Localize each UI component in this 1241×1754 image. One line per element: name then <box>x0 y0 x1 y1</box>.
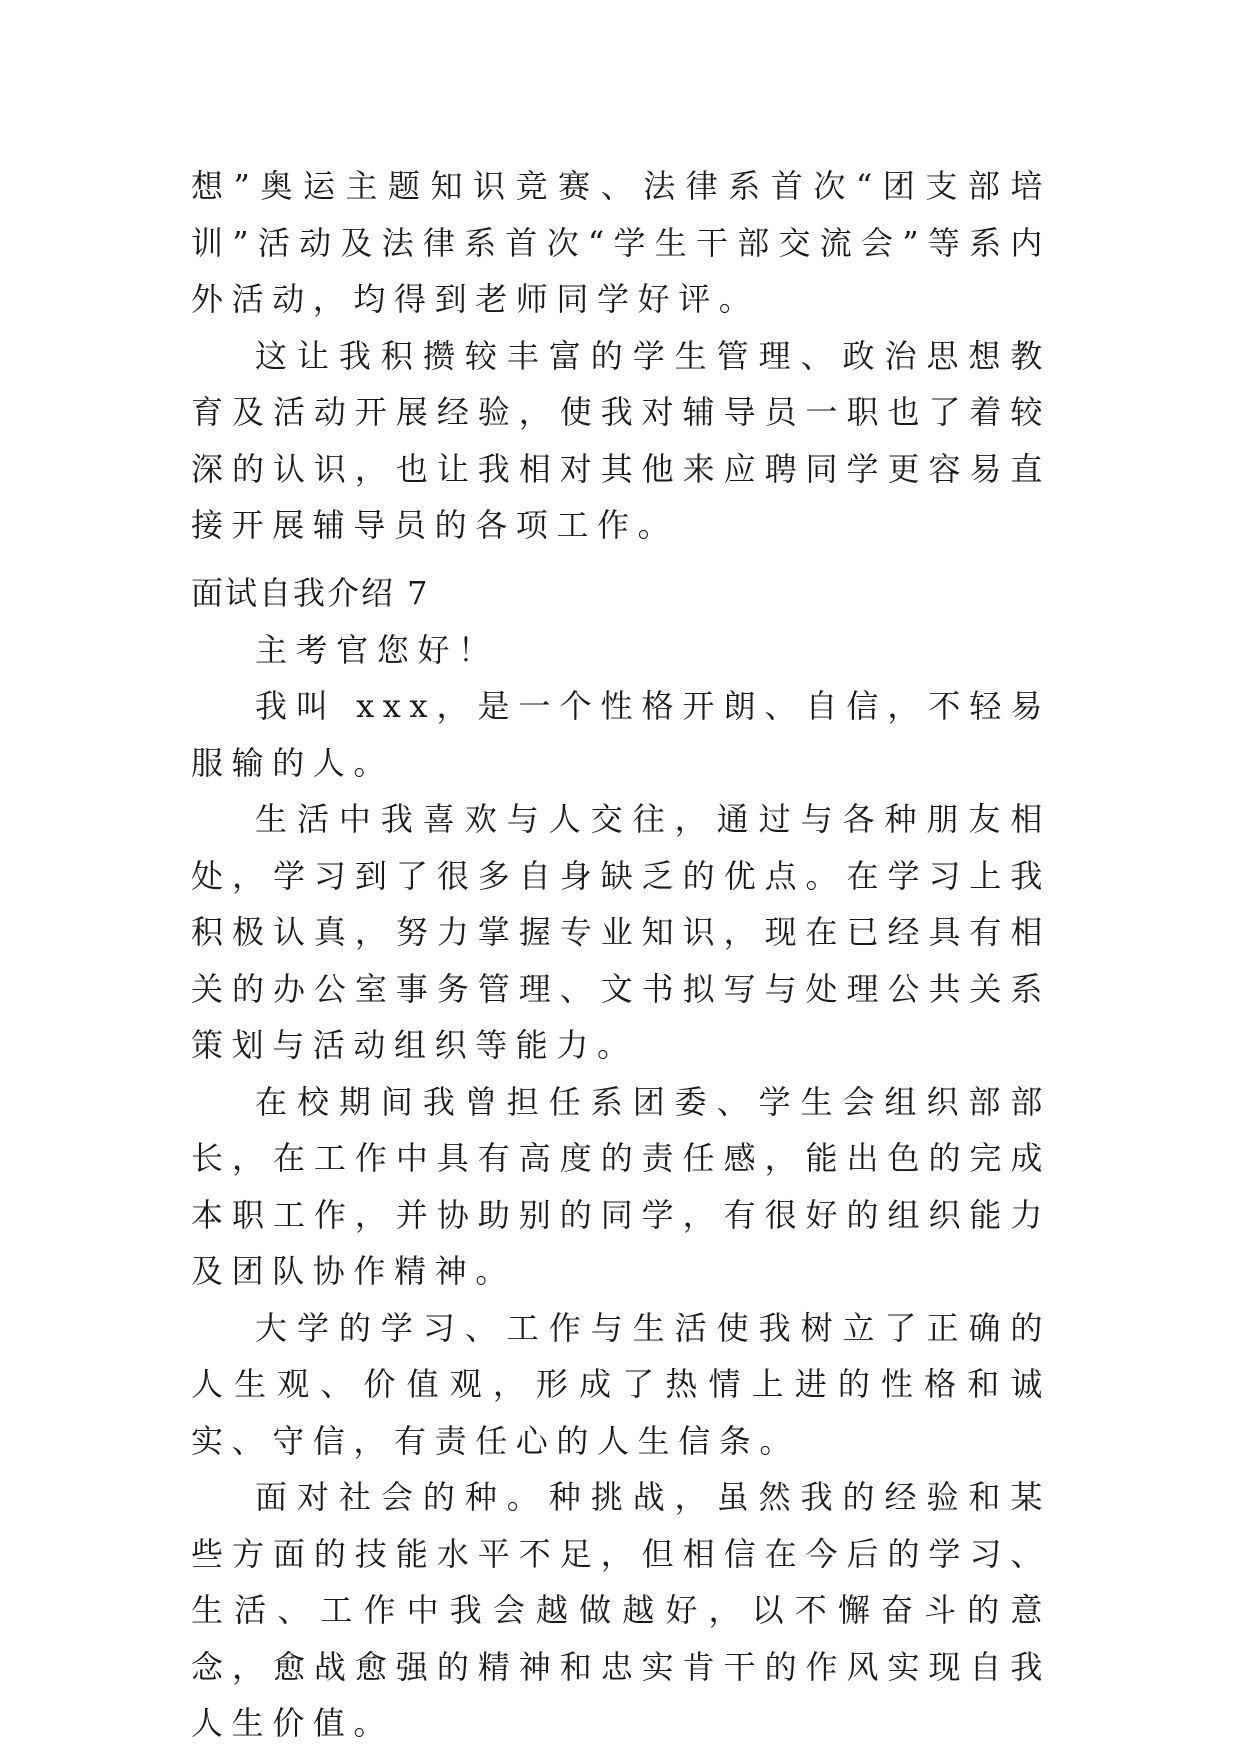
paragraph-experience: 这让我积攒较丰富的学生管理、政治思想教育及活动开展经验，使我对辅导员一职也了着较深的认识，也让我相对其他来应聘同学更容易直接开展辅导员的各项工作。 <box>191 336 1051 544</box>
paragraph-greeting: 主考官您好！ <box>255 630 499 669</box>
section-heading: 面试自我介绍 7 <box>191 574 430 612</box>
paragraph-challenges: 面对社会的种。种挑战，虽然我的经验和某些方面的技能水平不足，但相信在今后的学习、生活、工作中我会越做越好，以不懈奋斗的意念，愈战愈强的精神和忠实肯干的作风实现自我人生价值。 <box>191 1478 1051 1742</box>
paragraph-values: 大学的学习、工作与生活使我树立了正确的人生观、价值观，形成了热情上进的性格和诚实、守信，有责任心的人生信条。 <box>191 1308 1051 1460</box>
paragraph-campus-roles: 在校期间我曾担任系团委、学生会组织部部长，在工作中具有高度的责任感，能出色的完成本职工作，并协助别的同学，有很好的组织能力及团队协作精神。 <box>191 1082 1051 1290</box>
self-introduction-section <box>191 565 1051 1752</box>
continued-text-section <box>191 158 1051 554</box>
paragraph-continuation: 想”奥运主题知识竞赛、法律系首次“团支部培训”活动及法律系首次“学生干部交流会”等系内外活动，均得到老师同学好评。 <box>191 167 1051 318</box>
paragraph-life-study: 生活中我喜欢与人交往，通过与各种朋友相处，学习到了很多自身缺乏的优点。在学习上我积极认真，努力掌握专业知识，现在已经具有相关的办公室事务管理、文书拟写与处理公共关系策划与活动组织等能力。 <box>191 800 1051 1064</box>
paragraph-name: 我叫 xxx，是一个性格开朗、自信，不轻易服输的人。 <box>191 687 1051 782</box>
